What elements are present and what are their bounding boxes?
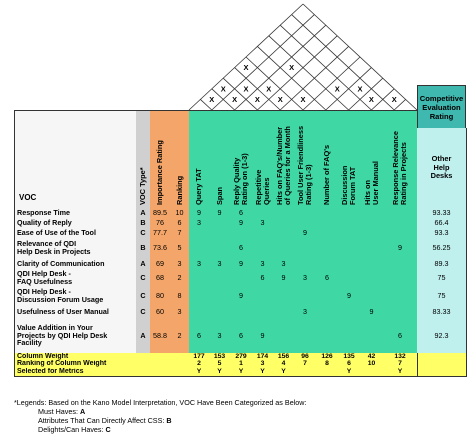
importance-cell: 76 [150,218,171,229]
ranking-cell: 2 [170,318,190,354]
relationship-cell: 6 [230,208,253,219]
ranking-cell: 6 [170,218,190,229]
legend-title: *Legends: Based on the Kano Model Interpretation, VOC Have Been Categorized as Below: [14,398,307,407]
ranking-header-label: Ranking [174,175,184,205]
relationship-cell: 6 [230,318,253,354]
ranking-cell: 5 [170,238,190,259]
technical-header-7 [316,110,339,209]
voc-type-cell: C [136,306,151,319]
column-weight-ranking-cell: 10 [360,360,384,369]
relationship-cell: 3 [252,218,274,229]
column-weight-ranking-cell: 7 [383,360,418,369]
relationship-cell: 3 [209,258,231,271]
technical-header-3 [230,110,253,209]
relationship-cell: 9 [360,306,384,319]
technical-header-5 [273,110,295,209]
voc-header [14,110,137,209]
column-weight-cell: 177 [189,353,210,361]
relationship-cell [273,318,295,354]
ranking-cell: 7 [170,228,190,239]
relationship-cell: 3 [189,258,210,271]
legend-delights-text: Delights/Can Haves: [38,425,104,434]
legend-css-attributes-text: Attributes That Can Directly Affect CSS: [38,416,165,425]
relationship-cell [189,286,210,307]
other-help-desks-header [417,128,467,209]
relationship-cell: 9 [252,318,274,354]
voc-type-header [136,110,151,209]
other-rating-cell: 75 [417,270,467,287]
competitive-evaluation-header [417,85,466,129]
roof-correlation-mark: X [334,84,340,94]
selected-for-metrics-blank [417,368,467,377]
relationship-cell: 9 [383,238,418,259]
column-weight-cell: 279 [230,353,253,361]
importance-cell: 69 [150,258,171,271]
column-weight-cell: 96 [294,353,317,361]
ranking-cell: 3 [170,258,190,271]
selected-for-metrics-cell [360,368,384,377]
voc-type-cell: B [136,218,151,229]
technical-header-3-label: Reply Quality Rating on (1-3) [232,153,249,205]
voc-type-cell: A [136,208,151,219]
relationship-cell [338,238,361,259]
roof-line [212,15,315,110]
technical-header-7-label: Number of FAQ's [322,144,331,205]
relationship-cell: 3 [294,270,317,287]
legend-must-haves-text: Must Haves: [38,407,78,416]
column-weight-ranking-cell: 4 [273,360,295,369]
relationship-cell: 6 [316,270,339,287]
roof-correlation-mark: X [209,95,215,104]
voc-row-label: Relevance of QDI Help Desk in Projects [14,238,137,259]
voc-type-cell: C [136,286,151,307]
relationship-cell [273,286,295,307]
importance-cell: 89.5 [150,208,171,219]
importance-cell: 80 [150,286,171,307]
selected-for-metrics-cell: Y [338,368,361,377]
relationship-cell [360,270,384,287]
technical-header-1-label: Query TAT [194,168,203,205]
relationship-cell [383,286,418,307]
relationship-cell [209,238,231,259]
voc-type-cell: A [136,318,151,354]
legend-must-haves-code: A [79,407,86,416]
roof-correlation-mark: X [266,84,272,94]
relationship-cell [189,238,210,259]
technical-header-5-label: Hits on FAQ's/Number of Queries for a Month [274,126,292,205]
technical-header-4 [252,110,274,209]
relationship-cell: 9 [230,286,253,307]
relationship-cell: 3 [273,258,295,271]
relationship-cell [316,318,339,354]
other-rating-cell: 93.33 [417,208,467,219]
voc-type-cell: C [136,270,151,287]
roof-correlation-mark: X [220,84,226,94]
relationship-cell: 3 [294,306,317,319]
voc-type-header-label: VOC Type* [138,167,147,205]
legend-delights-code: C [105,425,111,434]
technical-header-9-label: Hits on User Manual [362,161,380,205]
roof-correlation-mark: X [289,63,295,73]
relationship-cell: 9 [273,270,295,287]
roof-correlation-mark: X [357,84,363,94]
relationship-cell [209,286,231,307]
voc-row-label: QDI Help Desk - FAQ Usefulness [14,270,137,287]
relationship-cell [252,238,274,259]
relationship-cell [294,286,317,307]
selected-for-metrics-cell: Y [189,368,210,377]
relationship-cell [338,318,361,354]
other-rating-cell: 66.4 [417,218,467,229]
relationship-cell: 3 [189,218,210,229]
relationship-cell [360,286,384,307]
technical-header-1 [189,110,210,209]
relationship-cell: 9 [230,258,253,271]
relationship-cell [316,286,339,307]
relationship-cell: 9 [189,208,210,219]
ranking-cell: 2 [170,270,190,287]
voc-row-label: Response Time [14,208,137,219]
roof-correlation-mark: X [243,63,249,73]
technical-header-4-label: Repetitive Queries [253,169,271,205]
legend-css-attributes [38,416,172,425]
importance-cell: 73.6 [150,238,171,259]
column-weight-ranking-cell: 2 [189,360,210,369]
column-weight-ranking-cell: 1 [230,360,253,369]
voc-header-label: VOC [19,193,37,202]
relationship-cell: 9 [230,218,253,229]
column-weight-ranking-cell: 6 [338,360,361,369]
other-rating-cell: 89.3 [417,258,467,271]
relationship-cell [383,270,418,287]
voc-row-label: Clarity of Communication [14,258,137,271]
legend-delights [38,425,111,434]
competitive-evaluation-title: Competitive Evaluation Rating [419,93,464,121]
relationship-cell [230,270,253,287]
voc-row-label: QDI Help Desk - Discussion Forum Usage [14,286,137,307]
roof-correlation-mark: X [277,95,283,104]
relationship-cell: 9 [338,286,361,307]
relationship-cell: 9 [209,208,231,219]
selected-for-metrics-cell [316,368,339,377]
relationship-cell [294,238,317,259]
column-weight-cell: 42 [360,353,384,361]
voc-row-label: Usefulness of User Manual [14,306,137,319]
column-weight-ranking-cell: 3 [252,360,274,369]
technical-header-6 [294,110,317,209]
legend-must-haves [38,407,85,416]
column-weight-label: Column Weight [14,353,190,361]
column-weight-cell: 156 [273,353,295,361]
technical-header-8-label: Discussion Forum TAT [340,165,357,205]
other-rating-cell: 92.3 [417,318,467,354]
relationship-cell: 6 [189,318,210,354]
voc-type-cell: C [136,228,151,239]
other-rating-cell: 56.25 [417,238,467,259]
technical-header-9 [360,110,384,209]
relationship-cell: 9 [294,228,317,239]
other-rating-cell: 75 [417,286,467,307]
ranking-header [170,110,190,209]
relationship-cell: 6 [252,270,274,287]
technical-header-2 [209,110,231,209]
ranking-cell: 3 [170,306,190,319]
correlation-roof [0,0,474,112]
relationship-cell [273,238,295,259]
column-weight-cell: 135 [338,353,361,361]
voc-row-label: Quality of Reply [14,218,137,229]
other-rating-cell: 83.33 [417,306,467,319]
technical-header-6-label: Tool User Friendliness Rating (1-3) [296,125,313,205]
voc-type-cell: B [136,238,151,259]
selected-for-metrics-cell: Y [252,368,274,377]
roof-line [303,57,363,110]
relationship-cell [360,318,384,354]
relationship-cell: 3 [252,258,274,271]
importance-rating-header-label: Importance Rating [155,140,164,205]
column-weight-cell: 126 [316,353,339,361]
relationship-cell [294,318,317,354]
technical-header-2-label: Span [214,186,224,205]
selected-for-metrics-cell: Y [383,368,418,377]
importance-cell: 68 [150,270,171,287]
legend-css-attributes-code: B [166,416,172,425]
selected-for-metrics-label: Selected for Metrics [14,368,190,377]
technical-header-10 [383,110,418,209]
ranking-cell: 8 [170,286,190,307]
roof-correlation-mark: X [254,95,260,104]
roof-correlation-mark: X [368,95,374,104]
roof-correlation-mark: X [243,84,249,94]
selected-for-metrics-cell: Y [273,368,295,377]
relationship-cell [209,270,231,287]
selected-for-metrics-cell [294,368,317,377]
relationship-cell: 3 [209,318,231,354]
column-weight-ranking-label: Ranking of Column Weight [14,360,190,369]
column-weight-cell: 132 [383,353,418,361]
column-weight-ranking-cell: 5 [209,360,231,369]
relationship-cell: 6 [383,318,418,354]
selected-for-metrics-cell: Y [209,368,231,377]
relationship-cell [252,286,274,307]
relationship-cell [338,270,361,287]
roof-line [254,36,337,110]
relationship-cell [316,238,339,259]
importance-cell: 60 [150,306,171,319]
importance-rating-header [150,110,171,209]
column-weight-ranking-cell: 7 [294,360,317,369]
relationship-cell [189,270,210,287]
other-help-desks-header-label: Other Help Desks [430,154,453,181]
technical-header-10-label: Response Relevance Rating in Projects [391,131,408,205]
ranking-cell: 10 [170,208,190,219]
column-weight-cell: 174 [252,353,274,361]
other-rating-cell: 93.3 [417,228,467,239]
roof-correlation-mark: X [391,95,397,104]
column-weight-ranking-cell: 8 [316,360,339,369]
relationship-cell [360,238,384,259]
column-weight-cell: 153 [209,353,231,361]
importance-cell: 77.7 [150,228,171,239]
voc-row-label: Value Addition in Your Projects by QDI Help Desk Facility [14,318,137,354]
technical-header-8 [338,110,361,209]
voc-row-label: Ease of Use of the Tool [14,228,137,239]
importance-cell: 58.8 [150,318,171,354]
voc-type-cell: A [136,258,151,271]
roof-line [292,15,395,110]
roof-correlation-mark: X [232,95,238,104]
selected-for-metrics-cell: Y [230,368,253,377]
relationship-cell: 6 [230,238,253,259]
roof-correlation-mark: X [300,95,306,104]
